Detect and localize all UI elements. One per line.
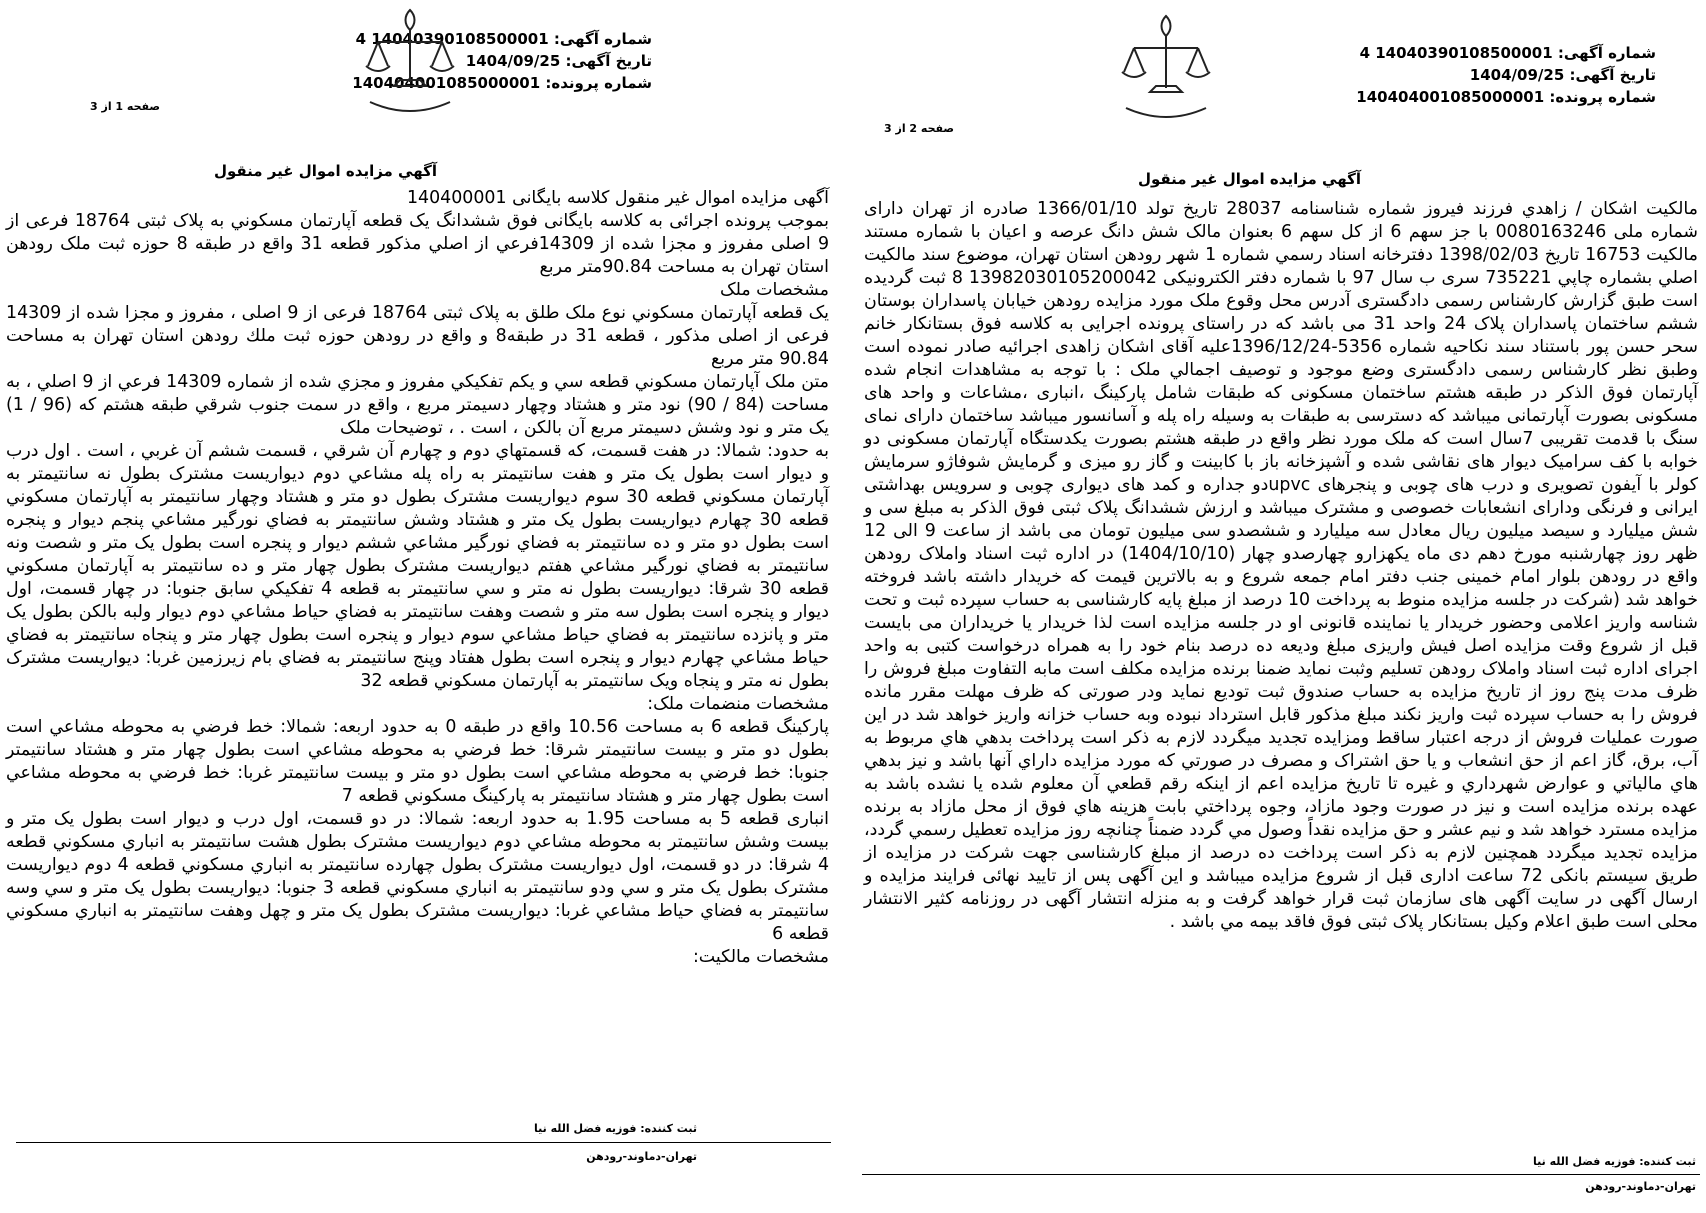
notice-title: آگهي مزايده اموال غير منقول: [1137, 170, 1361, 188]
notice-date-row: تاریخ آگهی: 1404/09/25: [465, 52, 652, 70]
page-1: [0, 0, 845, 1213]
page-number: صفحه 2 از 3: [884, 122, 955, 135]
registrar-city: تهران-دماوند-رودهن: [1585, 1180, 1696, 1193]
notice-body: آگهی مزايده اموال غير منقول کلاسه بايگانی 140400001 بموجب پرونده اجرائی به کلاسه بايگانی فوق ششدانگ يک قطعه آپارتمان مسکوني به پلاک ثبتی 18764 فرعی از 9 اصلی مفروز و مجزا شده از 14309فرعي از اصلي مذکور قطعه 31 واقع در طبقه 8 حوزه ثبت ملک رودهن استان تهران به مساحت 90.84متر مربع مشخصات ملک يک قطعه آپارتمان مسکوني نوع ملک طلق به پلاک ثبتی 18764 فرعی از 9 اصلی ، مفروز و مجزا شده از 14309 فرعی از اصلی مذکور ، قطعه 31 در طبقه8 و واقع در رودهن حوزه ثبت ملك رودهن استان تهران به مساحت 90.84 متر مربع متن ملک آپارتمان مسكوني قطعه سي و يکم تفكيكي مفروز و مجزي شده از شماره 14309 فرعي از 9 اصلي ، به مساحت (84 / 90) نود متر و هشتاد وچهار دسيمتر مربع ، واقع در سمت جنوب شرقي طبقه هشتم كه (96 / 1) يک متر و نود وشش دسيمتر مربع آن بالكن ، است . ، توضيحات ملک به حدود: شمالا: در هفت قسمت، كه قسمتهاي دوم و چهارم آن شرقي ، قسمت ششم آن غربي ، است . اول درب و ديوار است بطول يک متر و هفت سانتيمتر به راه پله مشاعي دوم ديواريست مشترک بطول نه سانتيمتر به آپارتمان مسكوني قطعه 30 سوم ديواريست مشترک بطول دو متر و هشتاد وچهار سانتيمتر به آپارتمان مسكوني قطعه 30 چهارم ديواريست بطول يک متر و هشتاد وشش سانتيمتر به فضاي نورگير مشاعي پنجم ديوار و پنجره است بطول دو متر و ده سانتيمتر به فضاي نورگير مشاعي ششم ديوار و پنجره است بطول يک متر و شصت ونه سانتيمتر به فضاي نورگير مشاعي هفتم ديواريست مشترک بطول چهار متر و ده سانتيمتر به آپارتمان مسكوني قطعه 30 شرقا: ديواريست بطول نه متر و سي سانتيمتر به قطعه 4 تفكيكي سابق جنوبا: در چهار قسمت، اول ديوار و پنجره است بطول سه متر و شصت وهفت سانتيمتر به فضاي حياط مشاعي دوم ديوار ولبه بالكن بطول يک متر و پانزده سانتيمتر به فضاي حياط مشاعي سوم ديوار و پنجره است بطول چهار متر و پنجاه سانتيمتر به فضاي حياط مشاعي چهارم ديوار و پنجره است بطول هفتاد وپنج سانتيمتر به فضاي بام زيرزمين غربا: ديواريست مشترک بطول نه متر و پنجاه ويک سانتيمتر به آپارتمان مسكوني قطعه 32 مشخصات منضمات ملک: پارکينگ قطعه 6 به مساحت 10.56 واقع در طبقه 0 به حدود اربعه: شمالا: خط فرضي به محوطه مشاعي است بطول دو متر و بيست سانتيمتر شرقا: خط فرضي به محوطه مشاعي است بطول چهار متر و هشتاد سانتيمتر جنوبا: خط فرضي به محوطه مشاعي است بطول دو متر و بيست سانتيمتر غربا: خط فرضي به محوطه مشاعي است بطول چهار متر و هشتاد سانتيمتر به پارکينگ مسكوني قطعه 7 انباری قطعه 5 به مساحت 1.95 به حدود اربعه: شمالا: در دو قسمت، اول درب و ديوار است بطول يک متر و بيست وشش سانتيمتر به محوطه مشاعي دوم ديواريست مشترک بطول هشت سانتيمتر به انباري مسكوني قطعه 4 شرقا: در دو قسمت، اول ديواريست مشترک بطول چهارده سانتيمتر به انباري مسكوني قطعه 4 دوم ديواريست مشترک بطول يک متر و سي ودو سانتيمتر به انباري مسكوني قطعه 3 جنوبا: ديواريست بطول يک متر و سي وسه سانتيمتر به فضاي حياط مشاعي غربا: ديواريست مشترک بطول يک متر و چهل وهفت سانتيمتر به انباري مسكوني قطعه 6 مشخصات مالکيت:: [6, 188, 830, 967]
file-number-row: شماره پرونده: 140404001085000001: [352, 74, 652, 92]
page-number: صفحه 1 از 3: [90, 100, 161, 113]
notice-date-row: تاریخ آگهی: 1404/09/25: [1469, 66, 1656, 84]
registrar-city: تهران-دماوند-رودهن: [586, 1150, 697, 1163]
judiciary-emblem-icon: [350, 2, 470, 122]
file-number-row: شماره پرونده: 140404001085000001: [1356, 88, 1656, 106]
notice-number-row: شماره آگهی: 14040390108500001 4: [1359, 44, 1656, 62]
notice-title: آگهي مزايده اموال غير منقول: [213, 162, 437, 180]
notice-number-row: شماره آگهی: 14040390108500001 4: [355, 30, 652, 48]
registrar: ثبت کننده: فوزيه فضل الله نيا: [1533, 1155, 1696, 1168]
signature-divider: [862, 1174, 1700, 1175]
page-2: [856, 0, 1706, 1213]
registrar: ثبت کننده: فوزيه فضل الله نيا: [534, 1122, 697, 1135]
signature-divider: [16, 1142, 831, 1143]
judiciary-emblem-icon: [1106, 8, 1226, 128]
notice-meta: [1356, 42, 1656, 108]
notice-body: مالکيت اشکان / زاهدي فرزند فيروز شماره شناسنامه 28037 تاريخ تولد 1366/01/10 صادره از تهران دارای شماره ملی 0080163246 با جز سهم 6 از کل سهم 6 بعنوان مالک شش دانگ عرصه و اعيان با شماره مستند مالکيت 16753 تاريخ 1398/02/03 دفترخانه اسناد رسمي شماره 1 شهر رودهن استان تهران، موضوع سند مالکيت اصلي بشماره چاپي 735221 سری ب سال 97 با شماره دفتر الکترونيکی 13982030105200042 8 ثبت گرديده است طبق گزارش کارشناس رسمی دادگستری آدرس محل وقوع ملک مورد مزايده رودهن خيابان پاسداران بوستان ششم ساختمان پاسداران پلاک 24 واحد 31 می باشد که در راستای پرونده اجرايی به کلاسه فوق بستانکار خانم سحر حسن پور باستناد سند نکاحيه شماره 5356-1396/12/24عليه آقای اشکان زاهدی اجرائيه صادر نموده است وطبق نظر کارشناس رسمی دادگستری وضع موجود و توصيف اجمالي ملک : با توجه به مشاهدات انجام شده آپارتمان فوق الذکر در طبقه هشتم ساختمان مسکونی که طبقات شامل پارکينگ ،انباری ،مشاعات و واحد های مسکونی بصورت آپارتمانی ميباشد که دسترسی به طبقات به وسيله راه پله و آسانسور ميباشد ساختمان دارای نمای سنگ با قدمت تقريبی 7سال است که ملک مورد نظر واقع در طبقه هشتم بصورت يکدستگاه آپارتمان مسکونی دو خوابه با کف سراميک ديوار های نقاشی شده و آشپزخانه باز با کابينت و گاز رو ميزی و گرمايش شوفاژو سرمايش کولر با آيفون تصويری و درب های چوبی و پنجرهای upvcدو جداره و کمد های ديواری چوبی و سرويس بهداشتی ايرانی و فرنگی ودارای انشعابات خصوصی و مشترک ميباشد و ارزش ششدانگ پلاک ثبتی فوق الذکر به مبلغ سی و شش ميليارد و سيصد ميليون ريال معادل سه ميليارد و ششصدو سی ميليون تومان می باشد از ساعت 9 الی 12 ظهر روز چهارشنبه مورخ دهم دی ماه يکهزارو چهارصدو چهار (1404/10/10) در اداره ثبت اسناد واملاک رودهن واقع در رودهن بلوار امام خمينی جنب دفتر امام جمعه شروع و به بالاترين قيمت که خريدار داشته باشد فروخته خواهد شد (شرکت در جلسه مزايده منوط به پرداخت 10 درصد از مبلغ پايه کارشناسی به حساب سپرده ثبت و تحت شناسه واريز اعلامی وحضور خريدار يا نماينده قانونی او در جلسه مزايده است لذا خريدار يا خريداران می بايست قبل از شروع وقت مزايده اصل فيش واريزی مبلغ وديعه ده درصد بنام خود را به همراه درخواست کتبی به واحد اجرای اداره ثبت اسناد واملاک رودهن تسليم وثبت نمايد ضمنا برنده مزايده مکلف است مابه التفاوت مبلغ فروش را ظرف مدت پنج روز از تاريخ مزايده به حساب صندوق ثبت توديع نمايد ودر صورتی که ظرف مهلت مقرر مانده فروش را به حساب سپرده ثبت واريز نکند مبلغ مذکور قابل استرداد نبوده وبه حساب خزانه واريز خواهد شد در اين صورت عمليات فروش از درجه اعتبار ساقط ومزايده تجديد ميگردد لازم به ذکر است پرداخت بدهي هاي مربوط به آب، برق، گاز اعم از حق انشعاب و يا حق اشتراک و مصرف در صورتي که مورد مزايده داراي آنها باشد و نيز بدهي هاي مالياتي و عوارض شهرداري و غيره تا تاريخ مزايده اعم از اينکه رقم قطعي آن معلوم شده يا نشده باشد به عهده برنده مزايده است و نيز در صورت وجود مازاد، وجوه پرداختي بابت هزينه هاي فوق از محل مازاد به برنده مزايده مسترد خواهد شد و نيم عشر و حق مزايده نقداً وصول مي گردد ضمناً چنانچه روز مزايده تعطيل رسمي گردد، مزايده تجديد ميگردد همچنين لازم به ذکر است پرداخت ده درصد از مبلغ کارشناسی جهت شرکت در مزايده از طريق سيستم بانکی 72 ساعت اداری قبل از شروع مزايده ميباشد و اين آگهی پس از تاييد نهائی فرايند مزايده و ارسال آگهی در سايت آگهی های سازمان ثبت قرار خواهد گرفت و به منزله انتشار آگهی در روزنامه کثير الانتشار محلی است طبق اعلام وکيل بستانکار پلاک ثبتی فوق فاقد بيمه مي باشد .: [864, 199, 1699, 932]
